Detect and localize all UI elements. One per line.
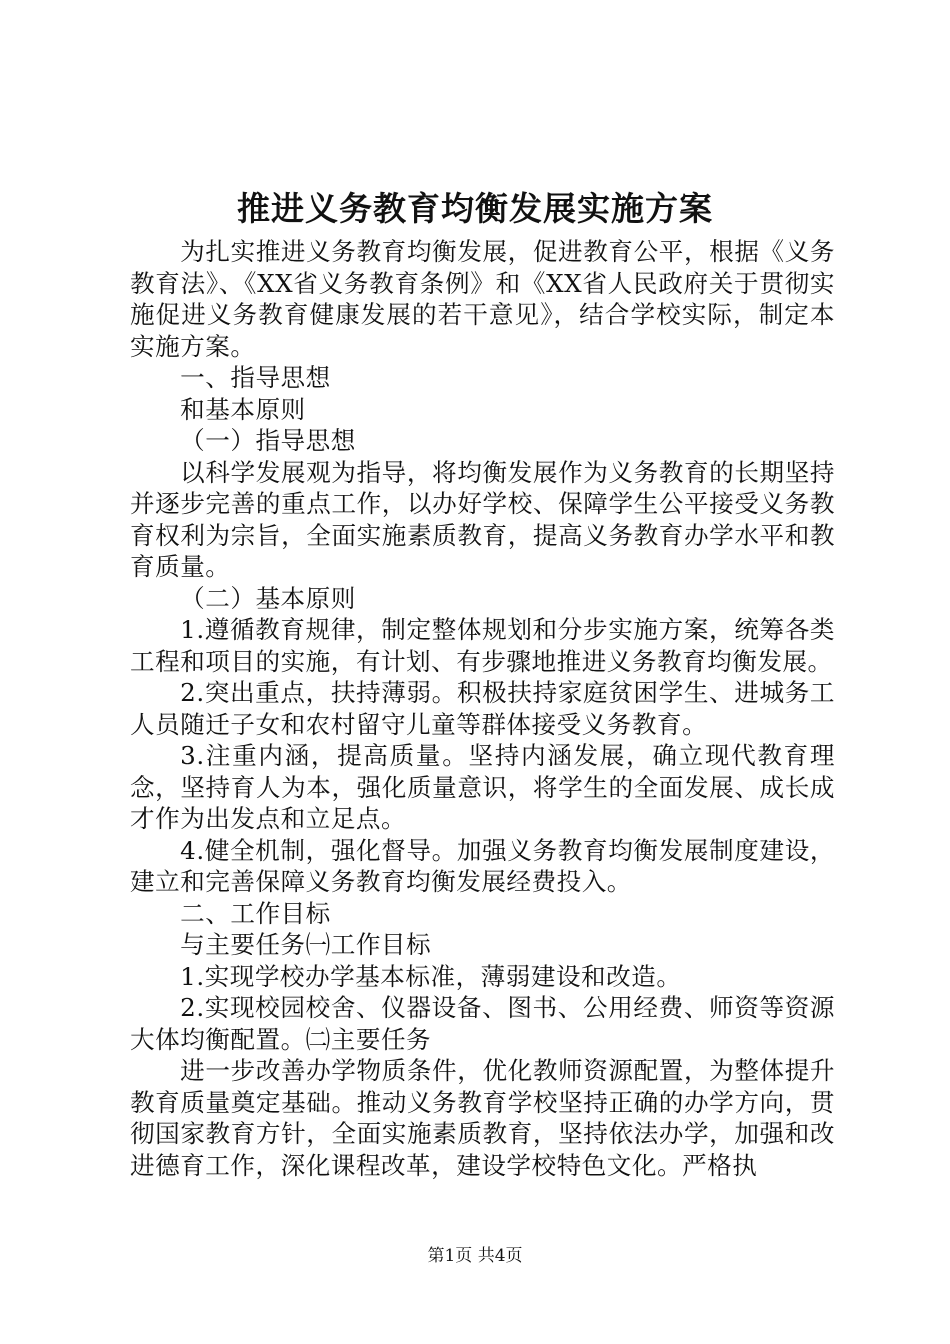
principle-item-1: 1.遵循教育规律，制定整体规划和分步实施方案，统筹各类工程和项目的实施，有计划、有步骤地推进义务教育均衡发展。 bbox=[130, 615, 835, 676]
principle-item-2: 2.突出重点，扶持薄弱。积极扶持家庭贫困学生、进城务工人员随迁子女和农村留守儿童等群体接受义务教育。 bbox=[130, 678, 835, 739]
page-number-footer: 第1页 共4页 bbox=[427, 1246, 523, 1266]
heading-main-tasks: 与主要任务㈠工作目标 bbox=[180, 930, 432, 959]
document-title: 推进义务教育均衡发展实施方案 bbox=[237, 189, 713, 228]
paragraph-guiding-ideology: 以科学发展观为指导，将均衡发展作为义务教育的长期坚持并逐步完善的重点工作，以办好学校、保障学生公平接受义务教育权利为宗旨，全面实施素质教育，提高义务教育办学水平和教育质量。 bbox=[130, 457, 835, 581]
heading-basic-principles: 和基本原则 bbox=[180, 394, 306, 424]
document-body bbox=[130, 236, 835, 1181]
goal-item-1: 1.实现学校办学基本标准，薄弱建设和改造。 bbox=[180, 961, 682, 991]
goal-item-2: 2.实现校园校舍、仪器设备、图书、公用经费、师资等资源大体均衡配置。㈡主要任务 bbox=[130, 993, 835, 1054]
paragraph-main-tasks: 进一步改善办学物质条件，优化教师资源配置，为整体提升教育质量奠定基础。推动义务教育学校坚持正确的办学方向，贯彻国家教育方针，全面实施素质教育，坚持依法办学，加强和改进德育工作，深化课程改革，建设学校特色文化。严格执 bbox=[130, 1056, 835, 1180]
principle-item-3: 3.注重内涵，提高质量。坚持内涵发展，确立现代教育理念，坚持育人为本，强化质量意识，将学生的全面发展、成长成才作为出发点和立足点。 bbox=[130, 741, 835, 833]
subheading-basic-principles: （二）基本原则 bbox=[180, 583, 356, 613]
paragraph-intro: 为扎实推进义务教育均衡发展，促进教育公平，根据《义务教育法》、《XX省义务教育条例》和《XX省人民政府关于贯彻实施促进义务教育健康发展的若干意见》，结合学校实际，制定本实施方案。 bbox=[130, 237, 835, 361]
heading-work-goals: 二、工作目标 bbox=[180, 898, 331, 928]
principle-item-4: 4.健全机制，强化督导。加强义务教育均衡发展制度建设，建立和完善保障义务教育均衡发展经费投入。 bbox=[130, 835, 835, 896]
heading-guiding-ideology: 一、指导思想 bbox=[180, 363, 331, 392]
subheading-guiding-ideology: （一）指导思想 bbox=[180, 426, 356, 455]
